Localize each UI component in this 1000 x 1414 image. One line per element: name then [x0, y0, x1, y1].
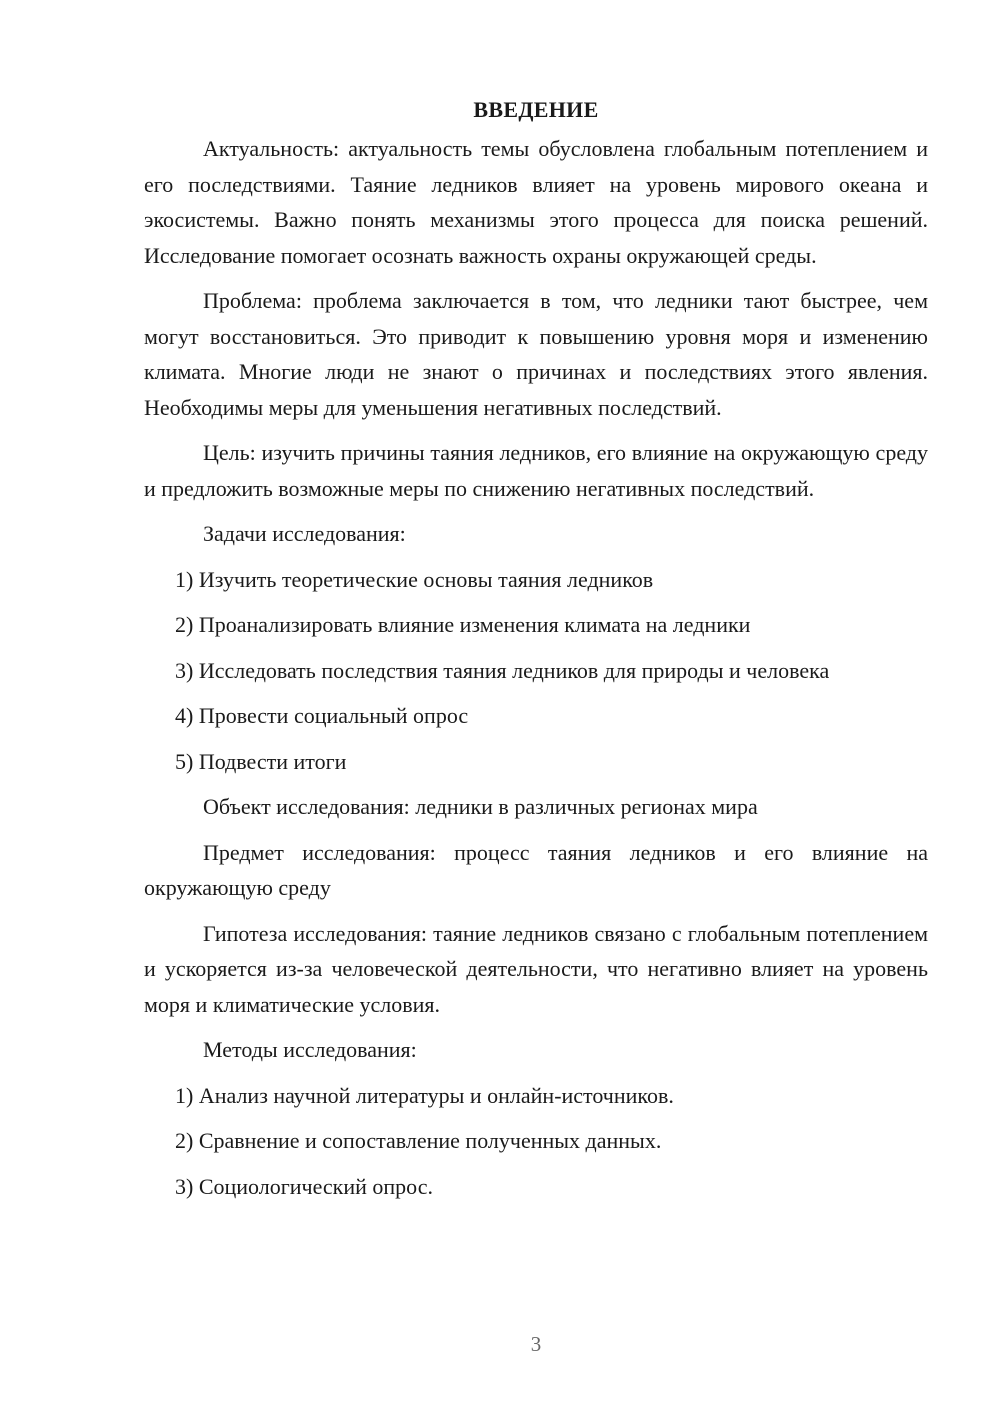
list-item: 3) Исследовать последствия таяния ледников для природы и человека: [175, 657, 830, 683]
relevance-paragraph: Актуальность: актуальность темы обусловлена глобальным потеплением и его последствиями. Таяние ледников влияет на уровень мирового океана и экосистемы. Важно понять механизмы этого процесса для поиска решений. Исследование помогает осознать важность охраны окружающей среды.: [144, 136, 928, 268]
methods-list: [144, 1078, 928, 1205]
object-paragraph: Объект исследования: ледники в различных регионах мира: [203, 794, 758, 819]
hypothesis-paragraph: Гипотеза исследования: таяние ледников связано с глобальным потеплением и ускоряется из-за человеческой деятельности, что негативно влияет на уровень моря и климатические условия.: [144, 920, 928, 1017]
problem-paragraph: Проблема: проблема заключается в том, что ледники тают быстрее, чем могут восстановиться. Это приводит к повышению уровня моря и изменению климата. Многие люди не знают о причинах и последствиях этого явления. Необходимы меры для уменьшения негативных последствий.: [144, 288, 928, 420]
list-item: 2) Проанализировать влияние изменения климата на ледники: [175, 612, 751, 637]
subject-paragraph: Предмет исследования: процесс таяния ледников и его влияние на окружающую среду: [144, 839, 928, 900]
tasks-list: [144, 562, 928, 780]
list-item: 2) Сравнение и сопоставление полученных данных.: [175, 1128, 662, 1153]
list-item: 5) Подвести итоги: [175, 748, 347, 774]
methods-heading: Методы исследования:: [203, 1037, 417, 1062]
list-item: 3) Социологический опрос.: [175, 1173, 433, 1199]
document-page: [144, 92, 928, 1214]
list-item: 1) Анализ научной литературы и онлайн-источников.: [175, 1082, 674, 1108]
list-item: 4) Провести социальный опрос: [175, 703, 469, 728]
list-item: 1) Изучить теоретические основы таяния ледников: [175, 566, 654, 592]
goal-paragraph: Цель: изучить причины таяния ледников, его влияние на окружающую среду и предложить возможные меры по снижению негативных последствий.: [144, 440, 928, 501]
tasks-heading: Задачи исследования:: [203, 521, 406, 546]
page-title: ВВЕДЕНИЕ: [473, 97, 599, 122]
page-number: 3: [530, 1332, 542, 1356]
